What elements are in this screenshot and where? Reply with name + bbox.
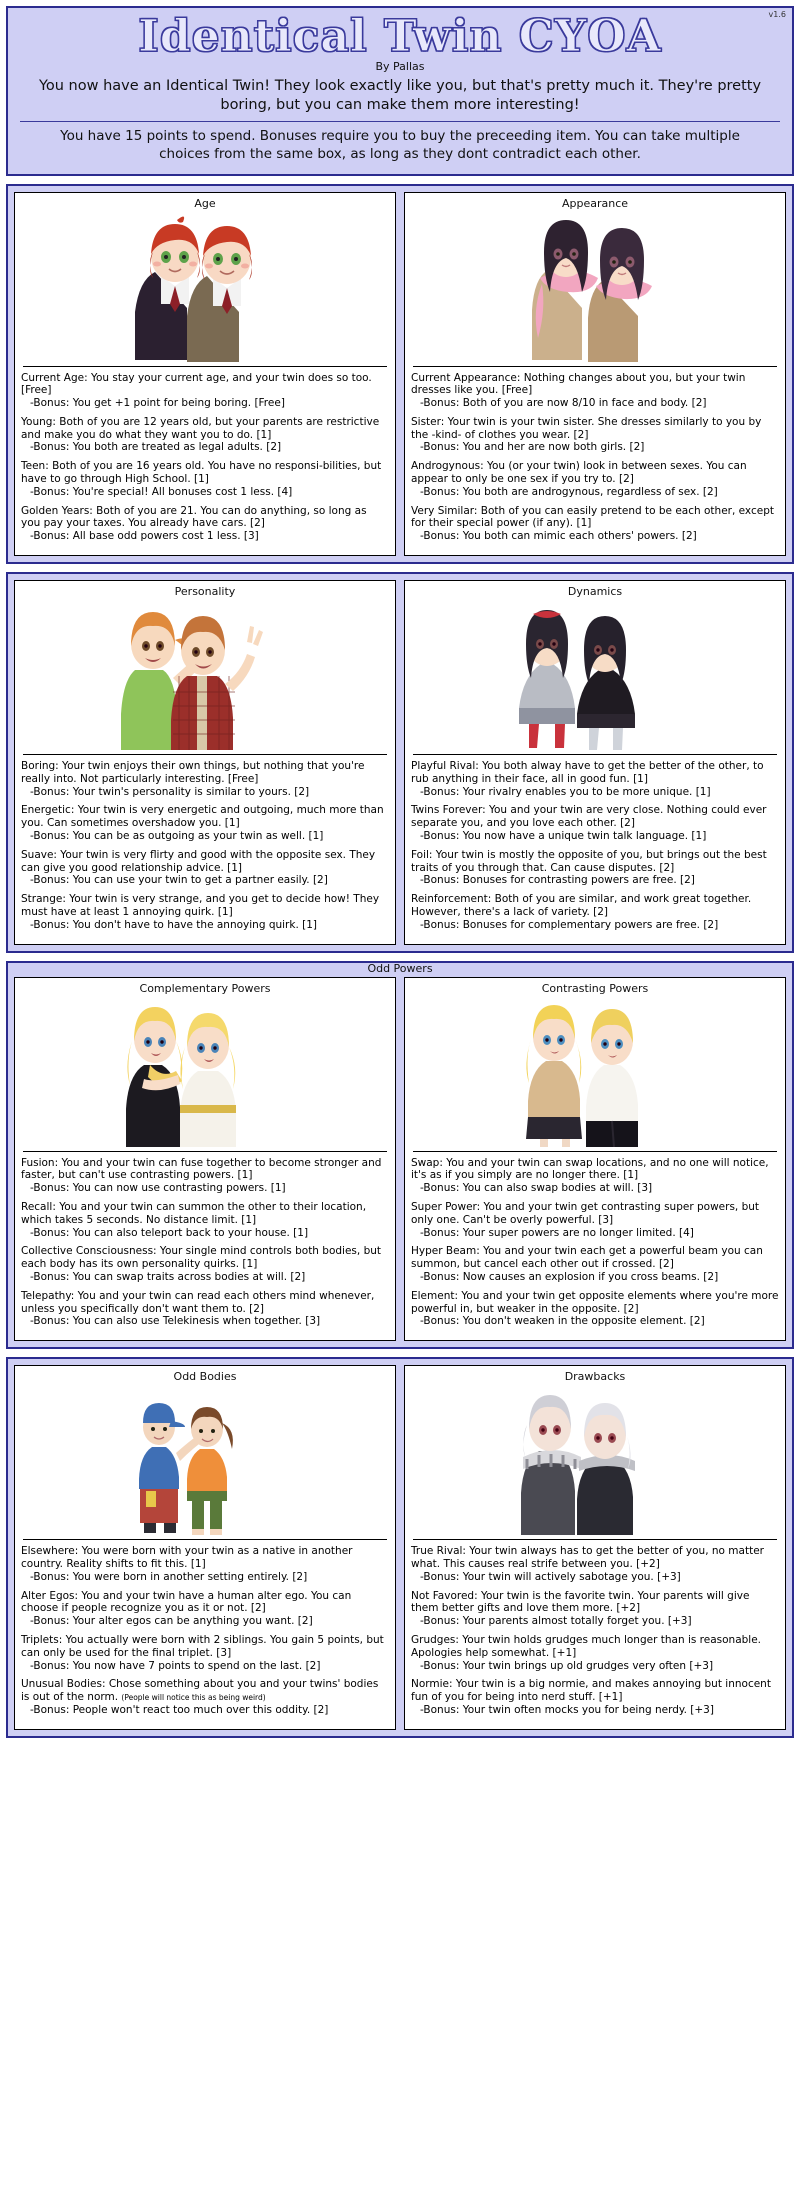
artwork-two-kids-casual [21, 1385, 389, 1535]
option-bonus: -Bonus: Your twin's personality is similar to yours. [2] [30, 785, 310, 798]
options-list [411, 372, 779, 550]
option-bonus: -Bonus: You can also teleport back to your house. [1] [30, 1226, 309, 1239]
artwork-selfie-pair [21, 600, 389, 750]
options-list [21, 372, 389, 550]
artwork-twin-boys-red-hair [21, 212, 389, 362]
option-bonus: -Bonus: You don't weaken in the opposite element. [2] [420, 1315, 705, 1328]
option-bonus: -Bonus: Your twin will actively sabotage you. [+3] [420, 1570, 681, 1583]
card-divider [413, 1539, 777, 1540]
artwork-grey-haired-pair [411, 1385, 779, 1535]
card-title: Complementary Powers [139, 981, 271, 995]
option-bonus: -Bonus: You can use your twin to get a partner easily. [2] [30, 874, 328, 887]
option-bonus: -Bonus: Now causes an explosion if you cross beams. [2] [420, 1271, 719, 1283]
option-text: Suave: Your twin is very flirty and good with the opposite sex. They can give you good relationship advice. [1] [21, 848, 376, 874]
option-item[interactable] [21, 1590, 389, 1628]
option-bonus: -Bonus: Both of you are now 8/10 in face and body. [2] [420, 397, 707, 410]
option-text: Hyper Beam: You and your twin each get a powerful beam you can summon, but cancel each other out if crossed. [2] [411, 1245, 763, 1271]
options-list [411, 760, 779, 938]
card-appearance[interactable] [404, 192, 786, 557]
card-title: Odd Bodies [173, 1370, 237, 1384]
option-text: Sister: Your twin is your twin sister. She dresses similarly to you by the -kind- of clothes you wear. [2] [411, 415, 762, 441]
option-bonus: -Bonus: You can also swap bodies at will. [3] [420, 1182, 653, 1195]
option-bonus: -Bonus: Bonuses for contrasting powers are free. [2] [420, 874, 695, 887]
option-item[interactable] [411, 372, 779, 410]
option-item[interactable] [411, 1590, 779, 1628]
header [6, 6, 794, 176]
option-text: Teen: Both of you are 16 years old. You have no responsi-bilities, but have to go through High School. [1] [21, 460, 382, 486]
option-item[interactable] [21, 460, 389, 498]
option-item[interactable] [21, 1201, 389, 1239]
section-band-odd-powers [6, 961, 794, 1350]
card-odd-bodies[interactable] [14, 1365, 396, 1730]
card-title: Age [194, 196, 216, 210]
option-text: Androgynous: You (or your twin) look in between sexes. You can appear to only be one sex if you try to. [2] [411, 460, 747, 486]
option-item[interactable] [21, 1545, 389, 1583]
option-text: Very Similar: Both of you can easily pretend to be each other, except for their special power (if any). [1] [411, 504, 774, 530]
option-item[interactable] [411, 849, 779, 887]
option-text: Alter Egos: You and your twin have a human alter ego. You can choose if people recognize you as it or not. [2] [21, 1589, 352, 1615]
card-divider [413, 1151, 777, 1152]
option-text: Current Appearance: Nothing changes about you, but your twin dresses like you. [Free] [411, 371, 746, 397]
option-item[interactable] [411, 1634, 779, 1672]
option-item[interactable] [411, 460, 779, 498]
option-item[interactable] [411, 760, 779, 798]
option-text: Golden Years: Both of you are 21. You can do anything, so long as you pay your taxes. You already have cars. [2] [21, 504, 367, 530]
option-item[interactable] [411, 1545, 779, 1583]
option-bonus: -Bonus: You now have 7 points to spend on the last. [2] [30, 1659, 321, 1672]
option-text: Energetic: Your twin is very energetic and outgoing, much more than you. Can sometimes overshadow you. [1] [21, 804, 384, 830]
options-list [21, 1157, 389, 1335]
card-divider [413, 366, 777, 367]
option-item[interactable] [21, 1678, 389, 1716]
options-list [21, 760, 389, 938]
option-bonus: -Bonus: Your twin often mocks you for being nerdy. [+3] [420, 1703, 714, 1716]
option-bonus: -Bonus: You both can mimic each others' powers. [2] [420, 530, 697, 543]
option-text: Triplets: You actually were born with 2 siblings. You gain 5 points, but can only be used for the final triplet. [3] [21, 1633, 384, 1659]
option-item[interactable] [411, 505, 779, 543]
option-bonus: -Bonus: You and her are now both girls. [2] [420, 441, 645, 454]
card-title: Appearance [561, 196, 629, 210]
card-age[interactable] [14, 192, 396, 557]
option-item[interactable] [21, 1245, 389, 1283]
option-item[interactable] [21, 1634, 389, 1672]
options-list [21, 1545, 389, 1723]
page-title: Identical Twin CYOA [138, 11, 662, 62]
option-bonus: -Bonus: You can now use contrasting powers. [1] [30, 1182, 286, 1195]
option-item[interactable] [21, 804, 389, 842]
version-label: v1.6 [768, 10, 786, 19]
option-item[interactable] [411, 1245, 779, 1283]
option-bonus: -Bonus: You now have a unique twin talk language. [1] [420, 830, 707, 843]
option-item[interactable] [411, 1290, 779, 1328]
option-bonus: -Bonus: You both are treated as legal adults. [2] [30, 441, 282, 454]
option-item[interactable] [411, 1201, 779, 1239]
option-note: (People will notice this as being weird) [121, 1693, 266, 1703]
card-divider [23, 366, 387, 367]
option-text: True Rival: Your twin always has to get the better of you, no matter what. This causes real strife between you. [+2] [411, 1545, 764, 1570]
option-bonus: -Bonus: You can be as outgoing as your twin as well. [1] [30, 830, 324, 843]
option-item[interactable] [21, 1290, 389, 1328]
section-band-1 [6, 184, 794, 565]
intro-text: You now have an Identical Twin! They look exactly like you, but that's pretty much it. They're pretty boring, but you can make them more interesting! [38, 78, 762, 114]
card-title: Drawbacks [564, 1370, 626, 1384]
option-text: Elsewhere: You were born with your twin as a native in another country. Reality shifts to fit this. [1] [21, 1545, 353, 1570]
option-text: Normie: Your twin is a big normie, and makes annoying but innocent fun of you for being into nerd stuff. [+1] [411, 1678, 771, 1704]
option-text: Swap: You and your twin can swap locations, and no one will notice, it's as if you simply are no longer there. [1] [411, 1156, 769, 1182]
option-bonus: -Bonus: Your alter egos can be anything you want. [2] [30, 1615, 313, 1628]
option-text: Collective Consciousness: Your single mind controls both bodies, but each body has its own personality quirks. [1] [21, 1245, 382, 1271]
option-item[interactable] [21, 1157, 389, 1195]
header-divider [20, 121, 780, 122]
option-bonus: -Bonus: Your parents almost totally forget you. [+3] [420, 1615, 692, 1628]
option-item[interactable] [21, 505, 389, 543]
option-text: Fusion: You and your twin can fuse together to become stronger and faster, but can't use contrasting powers. [1] [21, 1156, 382, 1182]
card-drawbacks[interactable] [404, 1365, 786, 1730]
card-divider [23, 1539, 387, 1540]
option-bonus: -Bonus: You can also use Telekinesis when together. [3] [30, 1315, 321, 1328]
option-item[interactable] [21, 760, 389, 798]
card-title: Contrasting Powers [541, 981, 649, 995]
option-bonus: -Bonus: Your twin brings up old grudges very often [+3] [420, 1659, 714, 1672]
option-bonus: -Bonus: Your rivalry enables you to be more unique. [1] [420, 785, 711, 798]
option-bonus: -Bonus: All base odd powers cost 1 less. [3] [30, 530, 259, 543]
option-bonus: -Bonus: You're special! All bonuses cost 1 less. [4] [30, 485, 293, 498]
option-item[interactable] [411, 416, 779, 454]
artwork-blonde-duo-hug [21, 997, 389, 1147]
artwork-twin-girls-scarf [411, 212, 779, 362]
option-item[interactable] [21, 416, 389, 454]
option-bonus: -Bonus: You were born in another setting entirely. [2] [30, 1570, 308, 1583]
option-bonus: -Bonus: Bonuses for complementary powers are free. [2] [420, 918, 719, 931]
points-rules-text: You have 15 points to spend. Bonuses require you to buy the preceeding item. You can take multiple choices from the same box, as long as they dont contradict each other. [60, 127, 740, 162]
option-bonus: -Bonus: You both are androgynous, regardless of sex. [2] [420, 485, 718, 498]
option-bonus: -Bonus: Your super powers are no longer limited. [4] [420, 1226, 694, 1239]
option-text: Reinforcement: Both of you are similar, and work great together. However, there's a lack of variety. [2] [411, 893, 752, 919]
options-list [411, 1157, 779, 1335]
card-complementary-powers[interactable] [14, 977, 396, 1342]
option-text: Recall: You and your twin can summon the other to their location, which takes 5 seconds. No distance limit. [1] [21, 1201, 367, 1226]
option-text: Unusual Bodies: Chose something about you and your twins' bodies is out of the norm. [21, 1678, 379, 1704]
option-item[interactable] [21, 372, 389, 410]
option-item[interactable] [411, 893, 779, 931]
option-text: Young: Both of you are 12 years old, but your parents are restrictive and make you do what they want you to do. [1] [21, 415, 380, 441]
options-list [411, 1545, 779, 1723]
option-text: Telepathy: You and your twin can read each others mind whenever, unless you specifically don't want them to. [2] [21, 1289, 375, 1315]
option-bonus: -Bonus: You don't have to have the annoying quirk. [1] [30, 918, 318, 931]
section-band-2 [6, 572, 794, 953]
card-title: Dynamics [567, 585, 623, 599]
section-band-4 [6, 1357, 794, 1738]
option-item[interactable] [411, 1678, 779, 1716]
option-text: Grudges: Your twin holds grudges much longer than is reasonable. Apologies help somewhat. [+1] [411, 1633, 762, 1659]
option-text: Strange: Your twin is very strange, and you get to decide how! They must have at least 1 annoying quirk. [1] [21, 893, 380, 919]
artwork-two-girls-dresses [411, 600, 779, 750]
author-byline: By Pallas [375, 60, 425, 74]
card-dynamics[interactable] [404, 580, 786, 945]
card-title: Personality [174, 585, 236, 599]
card-personality[interactable] [14, 580, 396, 945]
card-divider [23, 754, 387, 755]
option-text: Playful Rival: You both alway have to get the better of the other, to rub anything in their face, all in good fun. [1] [411, 760, 764, 785]
card-divider [413, 754, 777, 755]
option-text: Element: You and your twin get opposite elements where you're more powerful in, but weaker in the opposite. [2] [411, 1289, 779, 1315]
option-bonus: -Bonus: You get +1 point for being boring. [Free] [30, 397, 285, 410]
option-item[interactable] [411, 1157, 779, 1195]
band-label: Odd Powers [367, 961, 433, 975]
option-bonus: -Bonus: You can swap traits across bodies at will. [2] [30, 1271, 306, 1283]
option-text: Not Favored: Your twin is the favorite twin. Your parents will give them better gifts and love them more. [+2] [411, 1589, 750, 1615]
option-text: Twins Forever: You and your twin are very close. Nothing could ever separate you, and you love each other. [2] [411, 804, 767, 830]
option-text: Super Power: You and your twin get contrasting super powers, but only one. Can't be overly powerful. [3] [411, 1201, 760, 1226]
option-text: Boring: Your twin enjoys their own things, but nothing that you're really into. Not particularly interesting. [Free] [21, 760, 365, 785]
option-bonus: -Bonus: People won't react too much over this oddity. [2] [30, 1703, 329, 1716]
option-item[interactable] [21, 849, 389, 887]
card-contrasting-powers[interactable] [404, 977, 786, 1342]
option-item[interactable] [21, 893, 389, 931]
artwork-blonde-pair-standing [411, 997, 779, 1147]
card-divider [23, 1151, 387, 1152]
option-text: Foil: Your twin is mostly the opposite of you, but brings out the best traits of you through that. Can cause disputes. [2] [411, 848, 767, 874]
option-item[interactable] [411, 804, 779, 842]
option-text: Current Age: You stay your current age, and your twin does so too. [Free] [21, 371, 372, 397]
